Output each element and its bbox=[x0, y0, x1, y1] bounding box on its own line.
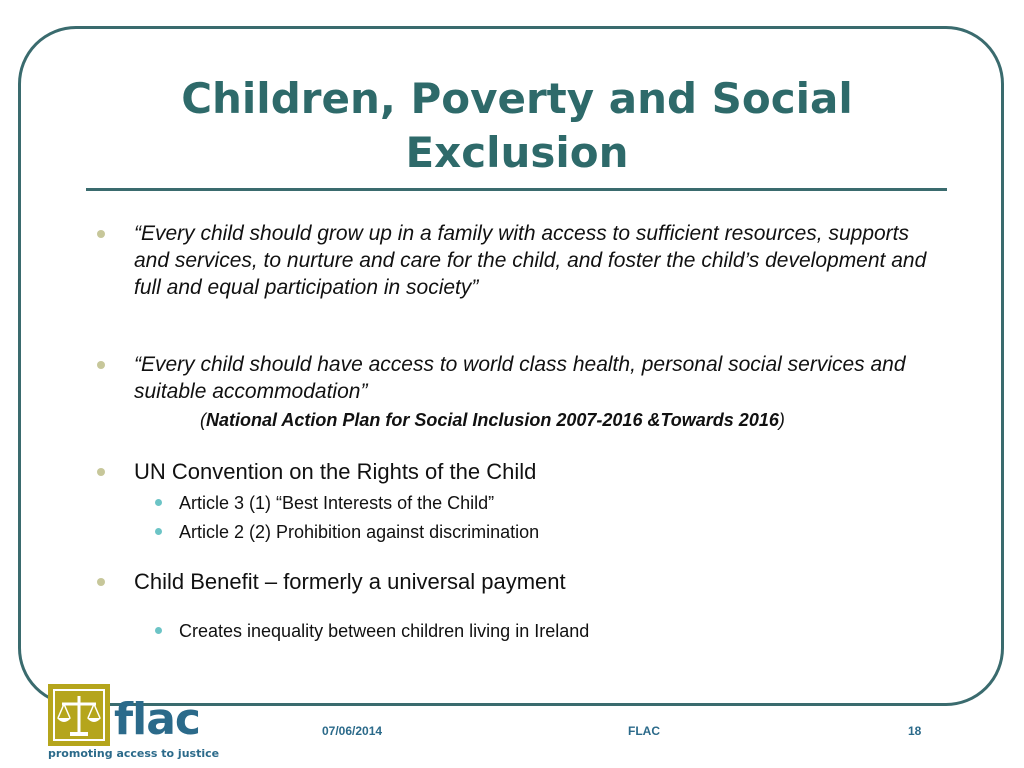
sub-bullet-item bbox=[179, 619, 879, 643]
sub-bullet-text: Creates inequality between children living in Ireland bbox=[179, 621, 590, 641]
sub-bullet-icon bbox=[155, 499, 162, 506]
bullet-text: “Every child should have access to world class health, personal social services and suitable accommodation” bbox=[134, 353, 906, 403]
scales-of-justice-icon bbox=[48, 684, 110, 746]
bullet-text: “Every child should grow up in a family with access to sufficient resources, supports and services, to nurture and care for the child, and foster the child’s development and full and equal participation in society” bbox=[134, 222, 927, 299]
citation-open-paren: ( bbox=[200, 410, 206, 430]
sub-bullet-icon bbox=[155, 627, 162, 634]
bullet-icon bbox=[97, 578, 105, 586]
sub-bullet-item bbox=[179, 520, 879, 544]
bullet-icon bbox=[97, 361, 105, 369]
bullet-item bbox=[134, 458, 934, 485]
footer-center: FLAC bbox=[628, 724, 660, 738]
sub-bullet-item bbox=[179, 491, 879, 515]
citation-close-paren: ) bbox=[778, 410, 785, 430]
bullet-icon bbox=[97, 468, 105, 476]
bullet-item bbox=[134, 220, 934, 301]
bullet-icon bbox=[97, 230, 105, 238]
logo-tagline: promoting access to justice bbox=[48, 747, 220, 760]
bullet-item bbox=[134, 568, 934, 595]
bullet-item bbox=[134, 351, 934, 405]
slide-number: 18 bbox=[908, 724, 922, 738]
bullet-text: Child Benefit – formerly a universal payment bbox=[134, 569, 566, 594]
sub-bullet-text: Article 3 (1) “Best Interests of the Child” bbox=[179, 493, 495, 513]
sub-bullet-icon bbox=[155, 528, 162, 535]
slide-title: Children, Poverty and Social Exclusion bbox=[181, 74, 853, 177]
sub-bullet-text: Article 2 (2) Prohibition against discrimination bbox=[179, 522, 540, 542]
citation-source: National Action Plan for Social Inclusion 2007-2016 &Towards 2016 bbox=[206, 410, 779, 430]
footer-date: 07/06/2014 bbox=[322, 724, 383, 738]
logo-wordmark: flac bbox=[114, 694, 200, 745]
flac-logo bbox=[48, 684, 220, 764]
citation bbox=[200, 410, 900, 431]
bullet-text: UN Convention on the Rights of the Child bbox=[134, 459, 537, 484]
